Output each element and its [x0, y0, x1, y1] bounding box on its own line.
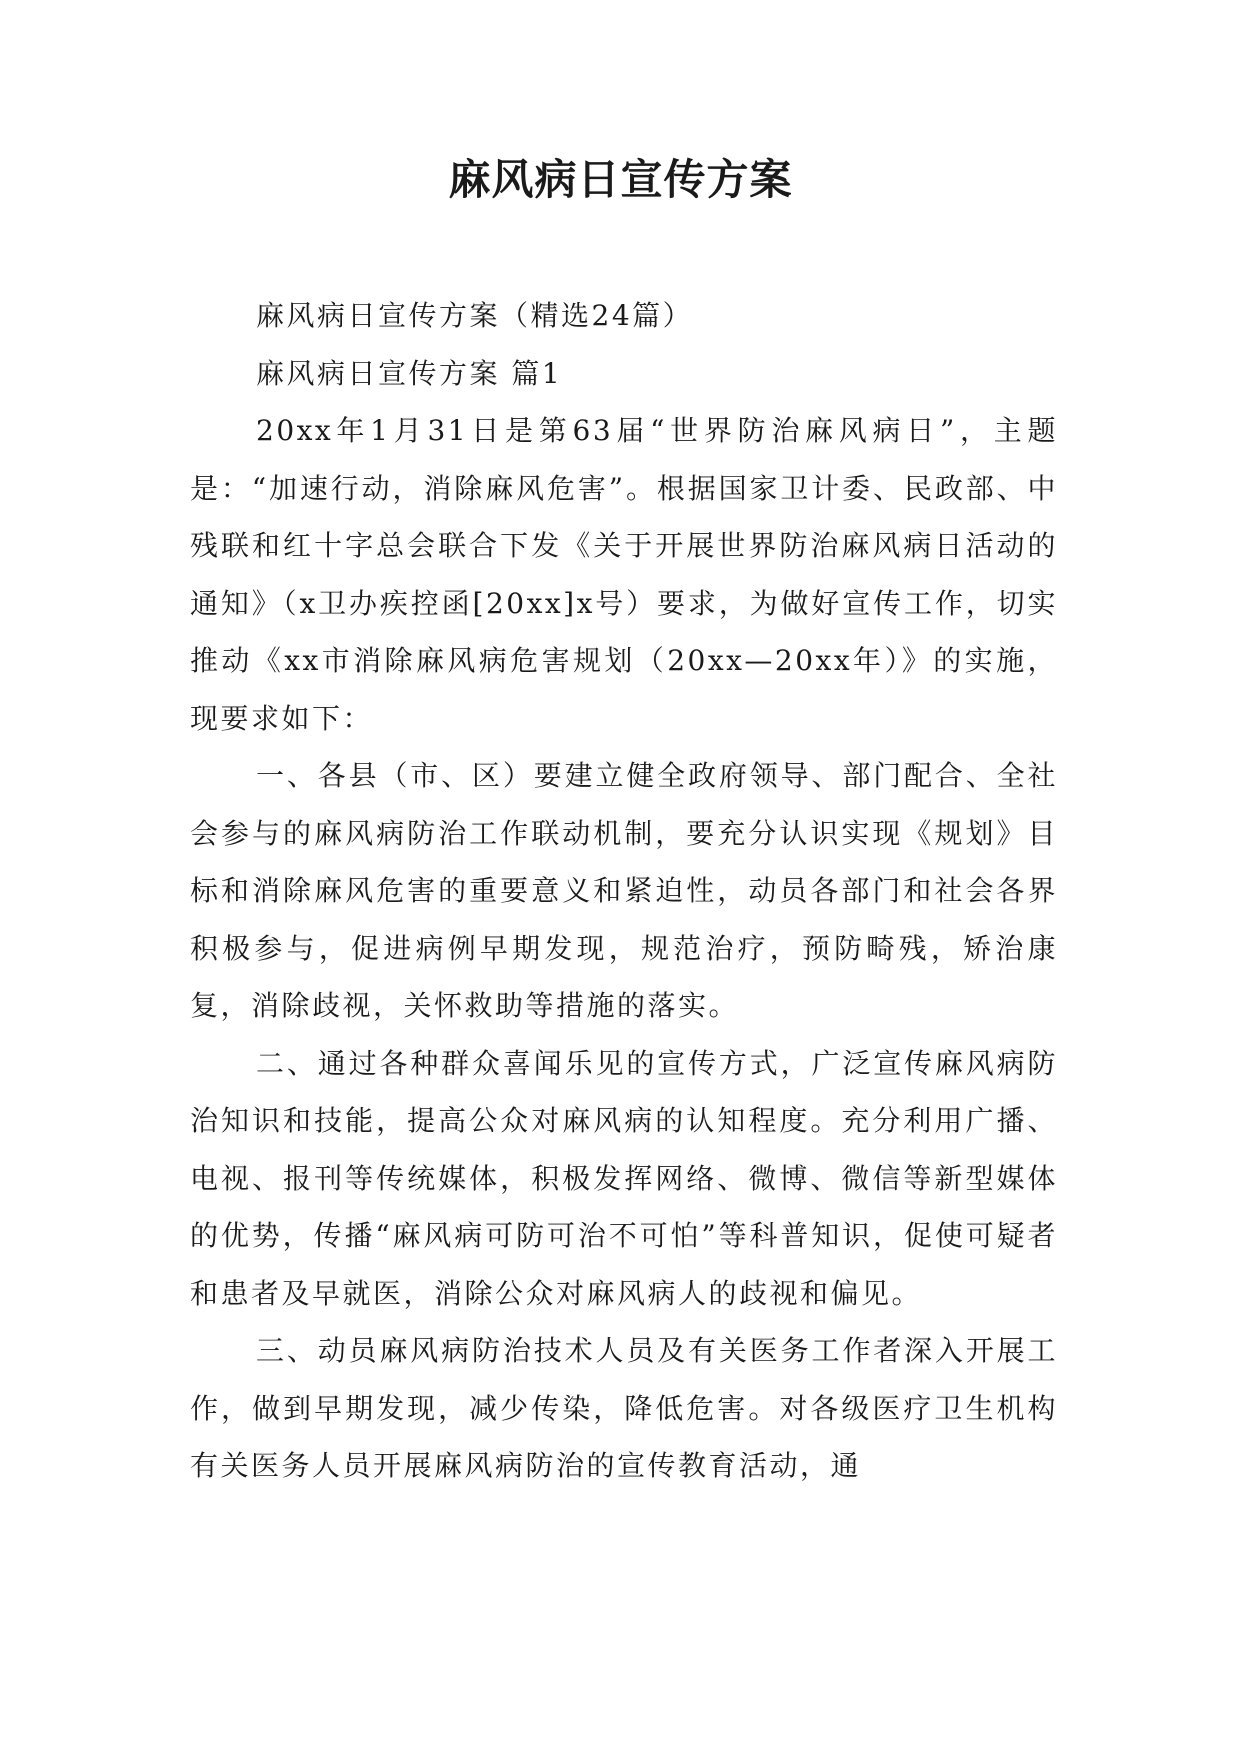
document-subtitle: 麻风病日宣传方案（精选24篇） [256, 299, 694, 332]
section-heading: 麻风病日宣传方案 篇1 [256, 356, 563, 390]
paragraph-item-3: 三、动员麻风病防治技术人员及有关医务工作者深入开展工作，做到早期发现，减少传染，降低危害。对各级医疗卫生机构有关医务人员开展麻风病防治的宣传教育活动，通 [190, 1334, 1058, 1482]
paragraph-item-2: 二、通过各种群众喜闻乐见的宣传方式，广泛宣传麻风病防治知识和技能，提高公众对麻风病的认知程度。充分利用广播、电视、报刊等传统媒体，积极发挥网络、微博、微信等新型媒体的优势，传播“麻风病可防可治不可怕”等科普知识，促使可疑者和患者及早就医，消除公众对麻风病人的歧视和偏见。 [190, 1046, 1058, 1310]
document-title: 麻风病日宣传方案 [448, 155, 793, 204]
paragraph-item-1: 一、各县（市、区）要建立健全政府领导、部门配合、全社会参与的麻风病防治工作联动机制，要充分认识实现《规划》目标和消除麻风危害的重要意义和紧迫性，动员各部门和社会各界积极参与，促进病例早期发现，规范治疗，预防畸残，矫治康复，消除歧视，关怀救助等措施的落实。 [190, 759, 1058, 1022]
paragraph-intro: 20xx年1月31日是第63届“世界防治麻风病日”，主题是：“加速行动，消除麻风危害”。根据国家卫计委、民政部、中残联和红十字总会联合下发《关于开展世界防治麻风病日活动的通知》（x卫办疾控函[20xx]x号）要求，为做好宣传工作，切实推动《xx市消除麻风病危害规划（20xx—20xx年）》的实施，现要求如下： [190, 414, 1058, 735]
document-body [190, 287, 1058, 1495]
